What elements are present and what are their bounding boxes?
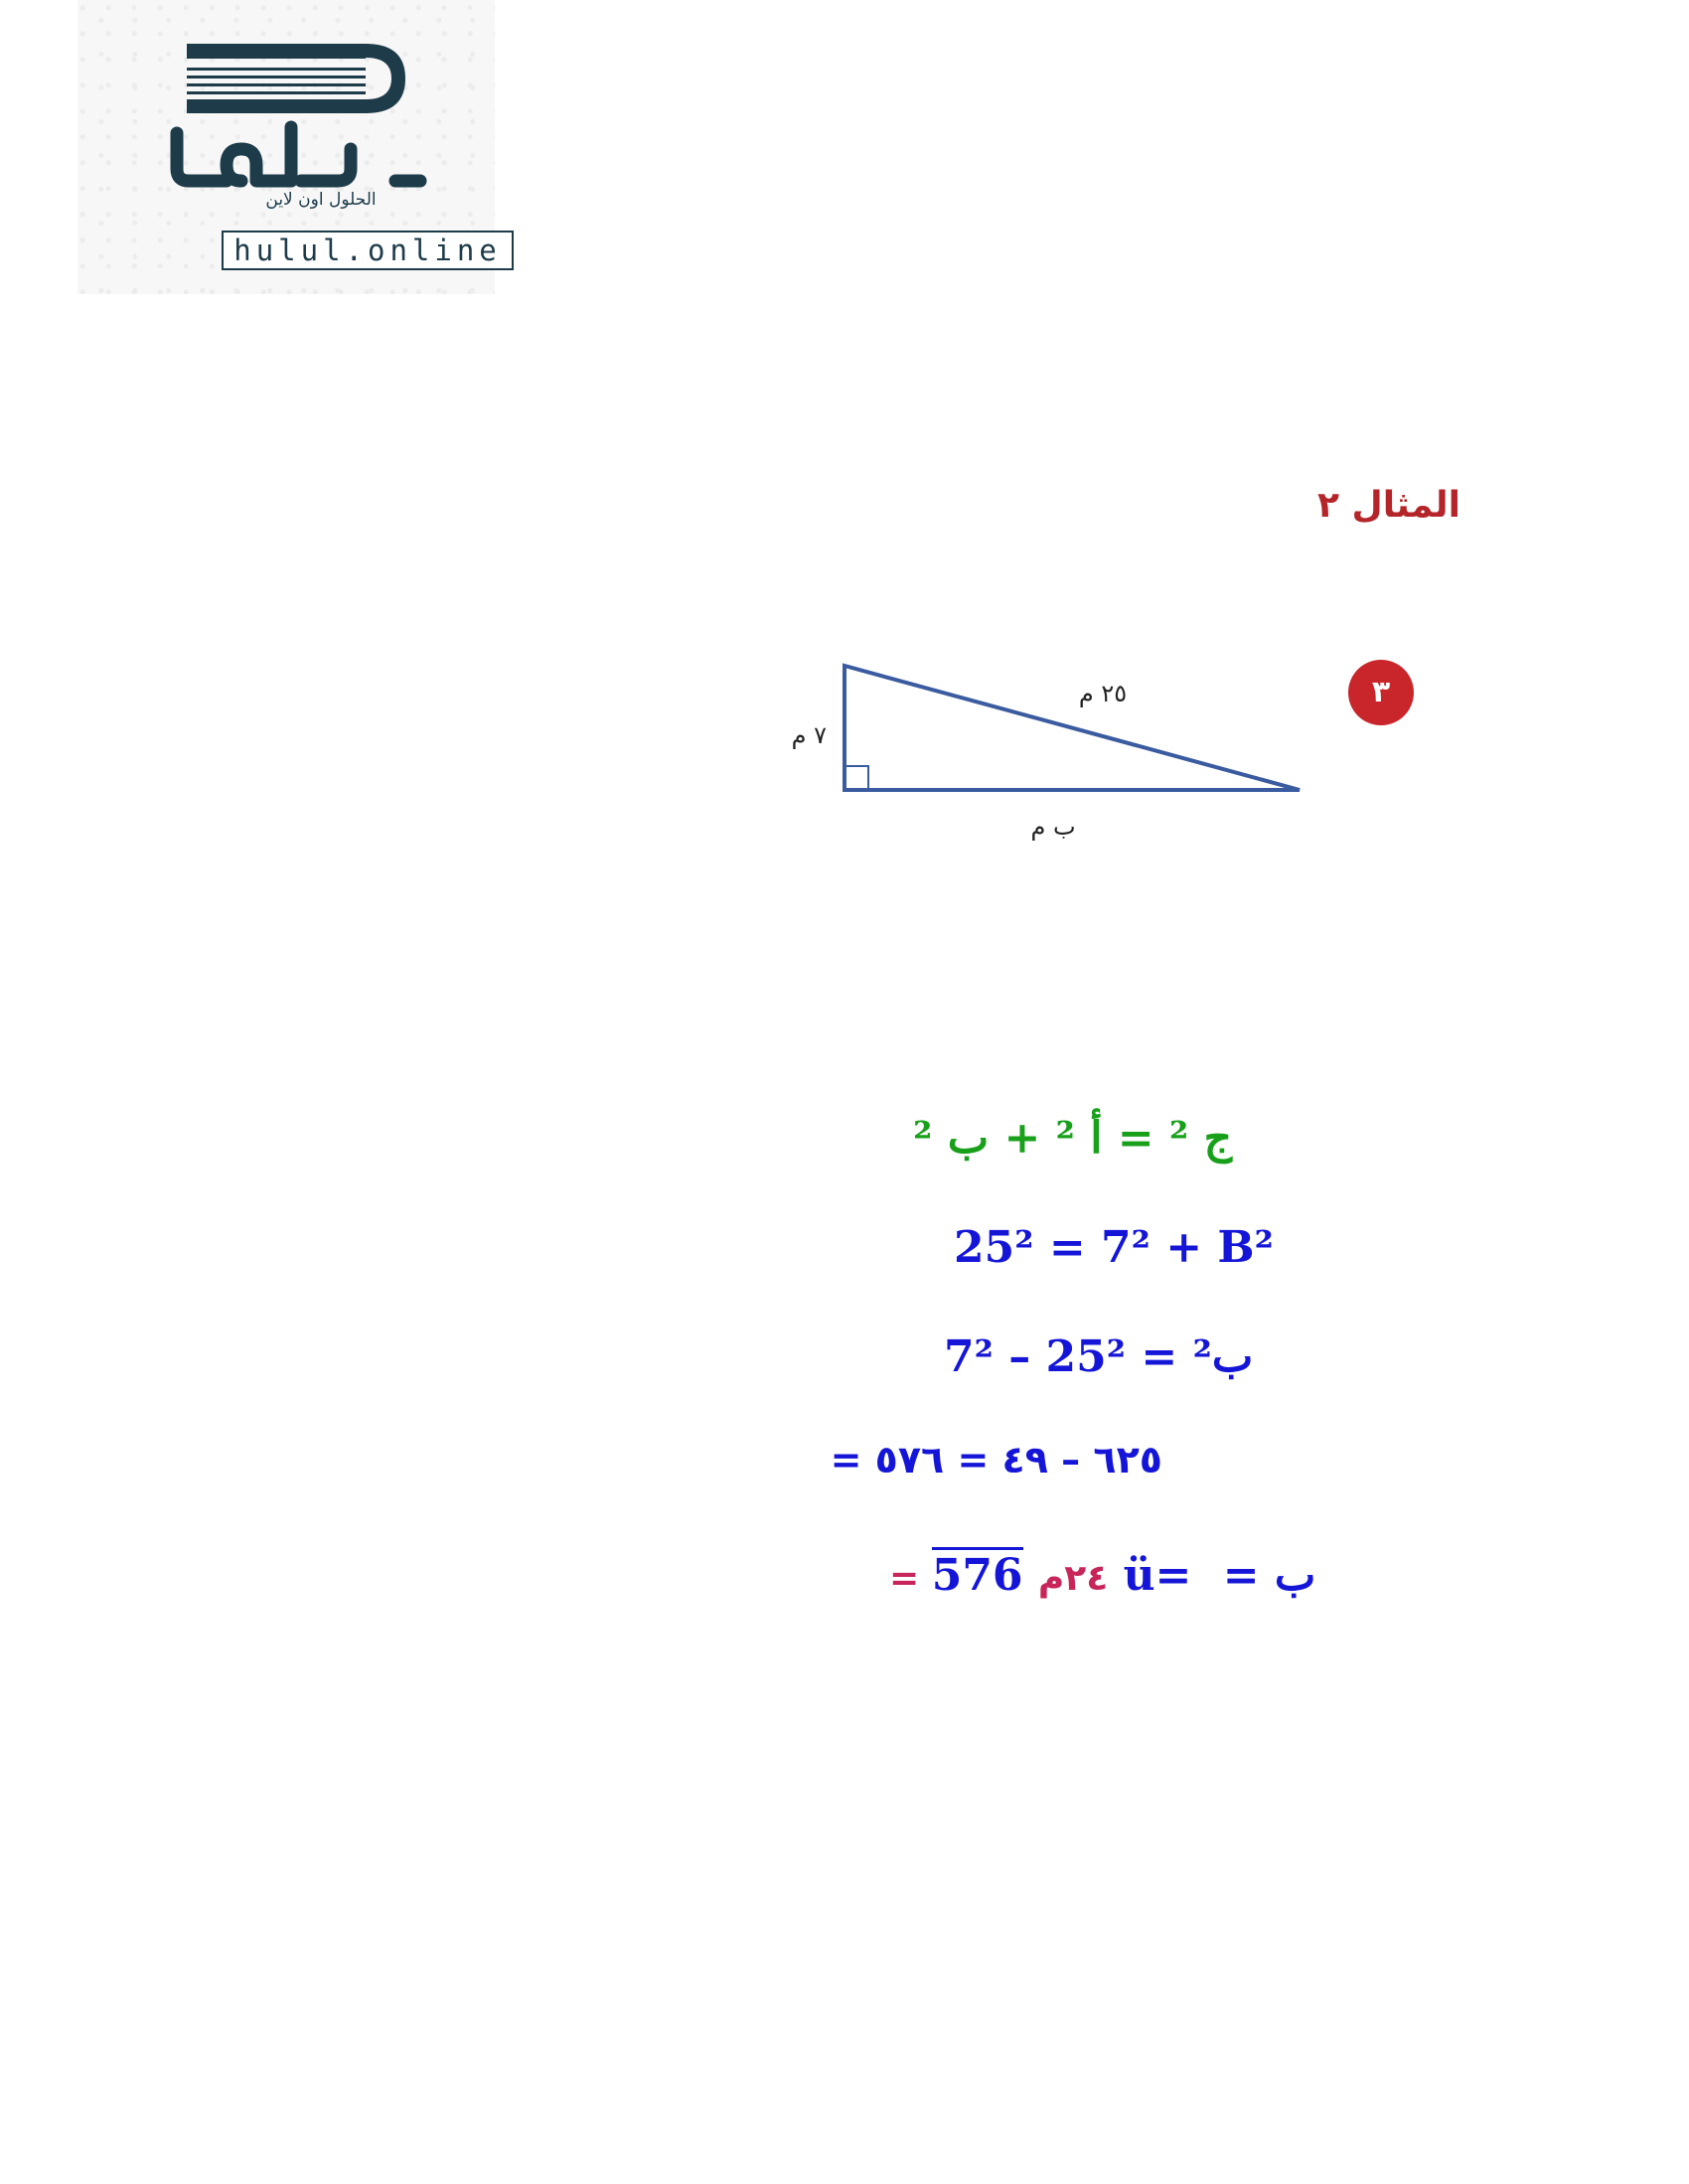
equation-isolate-b — [944, 1331, 1254, 1382]
site-logo[interactable] — [77, 0, 502, 294]
logo-url-text: hulul.online — [222, 231, 514, 270]
equation-lead: ب = — [1222, 1550, 1316, 1601]
leg-label: ٧ م — [791, 721, 827, 749]
equation-line-1: ج ² = أ ² + ب ² — [913, 1113, 1232, 1164]
base-label: ب م — [1030, 813, 1076, 841]
equation-line-3: ب² = 25² – 7² — [944, 1331, 1254, 1382]
hypotenuse-label: ٢٥ م — [1078, 680, 1128, 707]
equation-evaluate — [795, 1438, 1162, 1482]
logo-tagline: الحلول اون لاين — [265, 190, 377, 210]
equation-line-2: 25² = 7² + B² — [954, 1222, 1274, 1273]
hulul-logo-icon — [77, 0, 495, 229]
right-triangle-figure — [755, 636, 1331, 855]
equation-line-4: = ٦٢٥ – ٤٩ = ٥٧٦ — [830, 1438, 1162, 1482]
equation-square-root — [889, 1550, 1316, 1601]
sqrt-symbol-glyph: ü= — [1123, 1550, 1192, 1601]
sqrt-value: 576 — [932, 1547, 1023, 1601]
triangle-shape — [844, 666, 1300, 790]
example-title: المثال ٢ — [1317, 485, 1460, 526]
equation-substitution — [954, 1222, 1274, 1273]
question-number-badge: ٣ — [1348, 660, 1414, 725]
equation-result: = ٢٤م — [889, 1558, 1109, 1599]
equation-pythagoras-general — [913, 1113, 1232, 1164]
right-angle-marker — [844, 766, 868, 790]
